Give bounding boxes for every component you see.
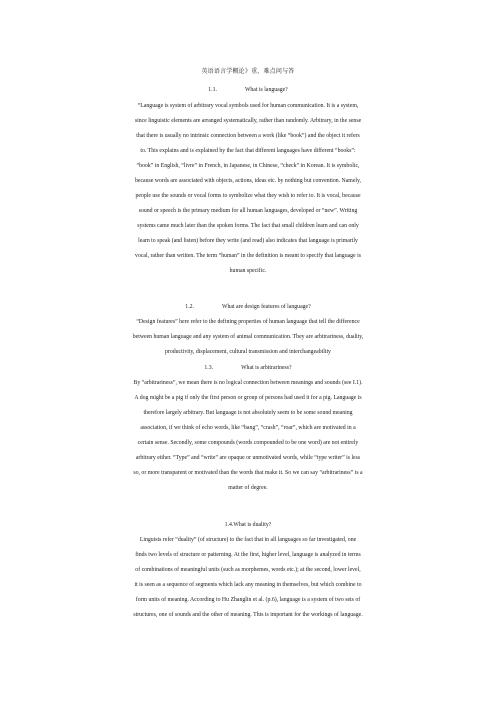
section-title: What are design features of language? [222, 304, 311, 310]
body-line: finds two levels of structure or patterning. At the first, higher level, language is analyzed in terms [135, 552, 361, 558]
body-line: structures, one of sounds and the other of meaning. This is important for the workings of language. [133, 612, 363, 618]
body-line: people use the sounds or vocal forms to symbolize what they wish to refer to. It is vocal, because [135, 193, 361, 199]
body-line: learn to speak (and listen) before they write (and read) also indicates that language is primarily [138, 238, 358, 244]
body-line: of combinations of meaningful units (such as morphemes, words etc.); at the second, lower level, [135, 567, 361, 573]
body-line: to. This explains and is explained by the fact that different languages have different “books”: [140, 148, 356, 154]
body-line: that there is usually no intrinsic connection between a work (like “book”) and the object it refers [136, 133, 360, 139]
section-heading [0, 519, 496, 531]
body-line: since linguistic elements are arranged systematically, rather than randomly. Arbitrary, in the sense [134, 118, 362, 124]
body-line: productivity, displacement, cultural transmission and interchangeability [165, 349, 331, 355]
body-line: it is seen as a sequence of segments which lack any meaning in themselves, but which combine to [134, 582, 362, 588]
section-heading [0, 84, 496, 96]
section-title: 1.4.What is duality? [224, 522, 272, 528]
document-title: 英语语言学概论》重、难点问与答 [201, 69, 295, 75]
section-heading [0, 362, 496, 374]
body-line: “book” in English, “livre” in French, in Japanese, in Chinese, “check” in Korean. It is symbolic, [136, 163, 360, 169]
body-line: “Design features” here refer to the defining properties of human language that tell the difference [136, 319, 360, 325]
body-line: association, if we think of echo words, like “bang”, “crash”, “roar”, which are motivated in a [140, 425, 356, 431]
body-line: form units of meaning. According to Hu Zhanglin et al. (p.6), language is a system of two sets of [135, 597, 361, 603]
body-line: certain sense. Secondly, some compounds (words compounded to be one word) are not entirely [137, 440, 359, 446]
body-line: systems came much later than the spoken forms. The fact that small children learn and can only [137, 223, 359, 229]
body-line: human specific. [229, 268, 267, 274]
body-line: because words are associated with objects, actions, ideas etc. by nothing but convention. Namely, [135, 178, 361, 184]
body-line: A dog might be a pig if only the first person or group of persons had used it for a pig. Language is [134, 395, 362, 401]
section-number: 1.2. [185, 304, 194, 310]
body-line: so, or more transparent or motivated than the words that make it. So we can say “arbitrariness” is a [133, 470, 363, 476]
section-heading [0, 301, 496, 313]
body-line: arbitrary either. “Type” and “write” are opaque or unmotivated words, while “type writer” is less [135, 455, 361, 461]
body-line: Linguists refer “duality” (of structure) to the fact that in all languages so far investigated, one [139, 537, 357, 543]
section-number: 1.3. [204, 365, 214, 371]
body-line: By “arbitrariness”, we mean there is no logical connection between meanings and sounds (see I.1). [133, 380, 363, 386]
body-line: between human language and any system of animal communication. They are arbitrariness, duality, [132, 334, 364, 340]
section-number: 1.1. [208, 87, 217, 93]
body-line: “Language is system of arbitrary vocal symbols used for human communication. It is a system, [137, 103, 359, 109]
section-title: What is arbitrariness? [241, 365, 292, 371]
section-title: What is language? [244, 87, 288, 93]
body-line: matter of degree. [228, 485, 268, 491]
body-line: sound or speech is the primary medium for all human languages, developed or “new”. Writing [138, 208, 358, 214]
body-line: vocal, rather than written. The term “human” in the definition is meant to specify that language is [135, 253, 361, 259]
body-line: therefore largely arbitrary. But language is not absolutely seem to be some sound meaning [143, 410, 353, 416]
